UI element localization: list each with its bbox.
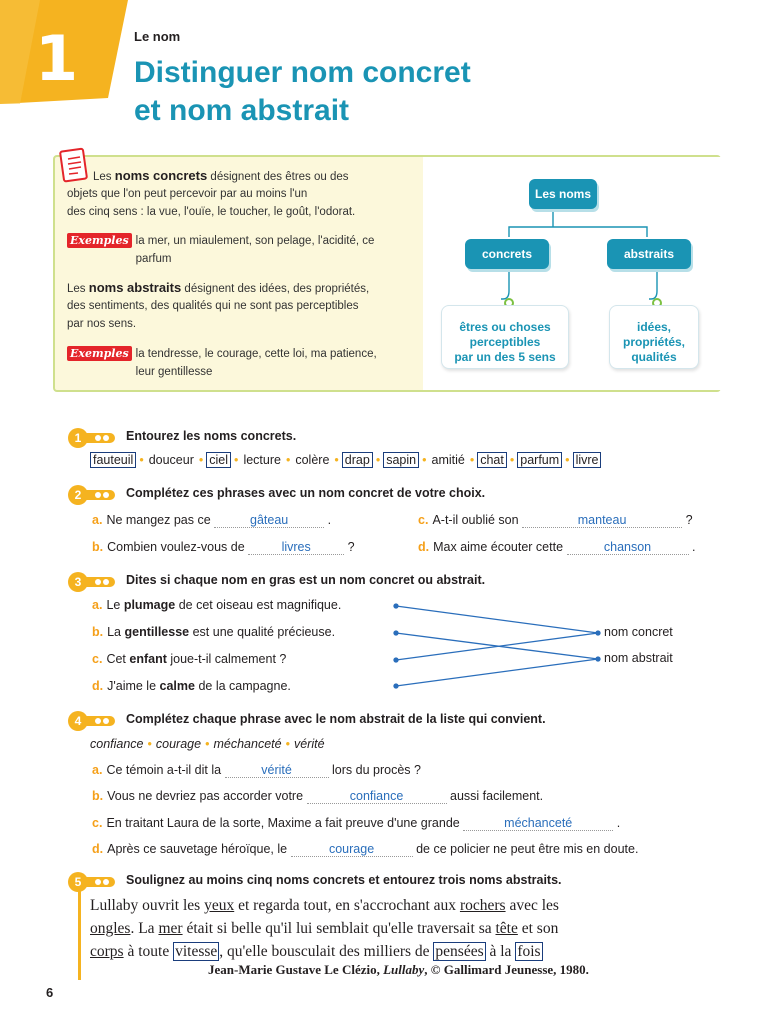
item-post: est une qualité précieuse. [189, 625, 336, 639]
exercise-3-item-b [92, 625, 335, 639]
exercise-1-instruction: Entourez les noms concrets. [126, 429, 297, 443]
item-label: c. [92, 816, 103, 830]
circled-word[interactable]: parfum [517, 452, 562, 468]
item-text: En traitant Laura de la sorte, Maxime a fait preuve d'une grande [106, 816, 460, 830]
boxed-noun[interactable]: pensées [435, 943, 484, 960]
item-text: Combien voulez-vous de [107, 540, 245, 554]
passage-text: et regarda tout, en s'accrochant aux [234, 897, 460, 914]
exercise-badge [68, 872, 116, 892]
page-number: 6 [46, 985, 54, 1000]
item-end: . [692, 540, 696, 554]
exercise-3-item-c [92, 652, 286, 666]
circled-word[interactable]: ciel [206, 452, 231, 468]
target-nom-concret[interactable]: nom concret [604, 625, 673, 639]
exercise-4-instruction: Complétez chaque phrase avec le nom abstrait de la liste qui convient. [126, 712, 546, 726]
underlined-noun[interactable]: tête [495, 920, 518, 937]
exercise-3-item-d [92, 679, 291, 693]
item-label: a. [92, 513, 103, 527]
abstract-def-line-1: idées, [636, 320, 672, 334]
item-label: b. [92, 625, 104, 639]
citation-work: Lullaby [383, 962, 425, 977]
word-separator: • [285, 453, 291, 467]
item-end: . [616, 816, 621, 830]
passage-text: , qu'elle bousculait des milliers de [219, 943, 434, 960]
answer-blank[interactable]: courage [291, 842, 413, 857]
abstract-examples-text: la tendresse, le courage, cette loi, ma patience, leur gentillesse [135, 348, 377, 378]
concrete-def-2: objets que l'on peut percevoir par au moins l'un [67, 188, 308, 200]
circled-word[interactable]: fauteuil [90, 452, 136, 468]
word-separator: • [198, 453, 204, 467]
word-bank-item: courage [155, 737, 202, 751]
item-end: lors du procès ? [332, 763, 421, 777]
circled-word[interactable]: drap [342, 452, 373, 468]
exercise-number: 2 [68, 485, 88, 505]
passage-text: à la [485, 943, 516, 960]
word-separator: • [469, 453, 475, 467]
answer-blank[interactable]: chanson [567, 540, 689, 555]
item-post: de cet oiseau est magnifique. [175, 598, 342, 612]
passage-line-1 [90, 894, 660, 917]
abstract-def-3: par nos sens. [67, 318, 137, 330]
word-bank-item: confiance [90, 737, 144, 751]
circled-word[interactable]: livre [573, 452, 602, 468]
item-end: aussi facilement. [450, 789, 544, 803]
word[interactable]: amitié [431, 453, 465, 467]
page-title-line-2: et nom abstrait [134, 94, 350, 127]
concrete-def-line-3: par un des 5 sens [454, 350, 556, 364]
passage-line-2 [90, 917, 660, 940]
answer-blank[interactable]: livres [248, 540, 344, 555]
citation-rest: , © Gallimard Jeunesse, 1980. [424, 962, 589, 977]
exercise-5-margin-bar [78, 890, 81, 980]
exercise-4-item-a [92, 763, 421, 778]
item-post: joue-t-il calmement ? [166, 652, 287, 666]
target-nom-abstrait[interactable]: nom abstrait [604, 651, 673, 665]
passage-text: et son [517, 920, 559, 937]
word-separator: • [375, 453, 381, 467]
abstract-def-line-3: qualités [631, 350, 677, 364]
concrete-def-line-1: êtres ou choses [459, 320, 551, 334]
item-text: Après ce sauvetage héroïque, le [107, 842, 288, 856]
citation-author: Jean-Marie Gustave Le Clézio, [208, 962, 384, 977]
item-pre: Cet [106, 652, 130, 666]
concrete-term: noms concrets [114, 168, 208, 183]
examples-tag: Exemples [67, 233, 132, 248]
exercise-4-item-b [92, 789, 543, 804]
item-label: c. [92, 652, 103, 666]
item-text: Max aime écouter cette [433, 540, 564, 554]
word-separator: • [422, 453, 427, 467]
word[interactable]: douceur [148, 453, 194, 467]
exercise-badge [68, 711, 116, 731]
passage-text: à toute [123, 943, 174, 960]
word-bank-item: vérité [293, 737, 325, 751]
exercise-3-item-a [92, 598, 341, 612]
word-separator: • [565, 453, 570, 467]
item-noun: enfant [129, 652, 167, 666]
item-pre: La [107, 625, 125, 639]
exercise-5-instruction: Soulignez au moins cinq noms concrets et entourez trois noms abstraits. [126, 873, 562, 887]
word-separator: • [139, 453, 144, 467]
abstract-prefix: Les [67, 283, 89, 295]
concrete-def-line-2: perceptibles [469, 335, 541, 349]
item-label: d. [92, 842, 104, 856]
item-end: ? [347, 540, 355, 554]
citation [208, 962, 589, 978]
underlined-noun[interactable]: corps [90, 943, 124, 960]
item-text: Ne mangez pas ce [106, 513, 211, 527]
abstract-term: noms abstraits [88, 280, 182, 295]
underlined-noun[interactable]: rochers [459, 897, 506, 914]
chapter-number: 1 [35, 22, 79, 95]
passage-line-3 [90, 940, 660, 963]
abstract-def-line-2: propriétés, [622, 335, 685, 349]
answer-blank[interactable]: méchanceté [463, 816, 613, 831]
item-pre: J'aime le [107, 679, 160, 693]
item-label: a. [92, 763, 103, 777]
item-noun: plumage [123, 598, 176, 612]
item-label: d. [92, 679, 104, 693]
answer-blank[interactable]: gâteau [214, 513, 324, 528]
exercise-number: 1 [68, 428, 88, 448]
item-label: b. [92, 789, 104, 803]
item-end: . [327, 513, 332, 527]
boxed-noun[interactable]: fois [517, 943, 541, 960]
underlined-noun[interactable]: ongles [90, 920, 131, 937]
abstract-def-1: désignent des idées, des propriétés, [181, 283, 370, 295]
item-label: d. [418, 540, 430, 554]
item-end: ? [685, 513, 693, 527]
diagram-root: Les noms [529, 179, 597, 209]
boxed-noun[interactable]: vitesse [175, 943, 218, 960]
passage-text: était si belle qu'il lui semblait qu'elle traversait sa [182, 920, 496, 937]
item-text: Ce témoin a-t-il dit la [106, 763, 222, 777]
item-post: de la campagne. [194, 679, 291, 693]
item-noun: gentillesse [124, 625, 190, 639]
exercise-4-item-c [92, 816, 620, 831]
passage-text: avec les [505, 897, 559, 914]
passage-text: . La [130, 920, 159, 937]
word-separator: • [334, 453, 339, 467]
word-separator: • [234, 453, 239, 467]
word-bank-item: méchanceté [213, 737, 282, 751]
word-separator: • [509, 453, 515, 467]
exercise-3-instruction: Dites si chaque nom en gras est un nom concret ou abstrait. [126, 573, 486, 587]
diagram-abstraits: abstraits [607, 239, 691, 269]
exercise-4-item-d [92, 842, 638, 857]
item-label: c. [418, 513, 429, 527]
item-noun: calme [159, 679, 195, 693]
word[interactable]: lecture [243, 453, 281, 467]
item-text: Vous ne devriez pas accorder votre [107, 789, 304, 803]
exercise-4-word-bank: confiance • courage • méchanceté • vérité [90, 737, 325, 751]
examples-tag: Exemples [67, 346, 132, 361]
concrete-def-3: des cinq sens : la vue, l'ouïe, le toucher, le goût, l'odorat. [67, 206, 356, 218]
exercise-number: 3 [68, 572, 88, 592]
page-title-line-1: Distinguer nom concret [134, 56, 471, 89]
item-text: A-t-il oublié son [432, 513, 519, 527]
answer-blank[interactable]: vérité [225, 763, 329, 778]
item-end: de ce policier ne peut être mis en doute. [416, 842, 639, 856]
item-pre: Le [106, 598, 124, 612]
abstract-def-2: des sentiments, des qualités qui ne sont pas perceptibles [67, 300, 359, 312]
item-label: b. [92, 540, 104, 554]
circled-word[interactable]: sapin [383, 452, 419, 468]
item-label: a. [92, 598, 103, 612]
passage-text: Lullaby ouvrit les [90, 897, 205, 914]
concrete-examples-text: la mer, un miaulement, son pelage, l'acidité, ce parfum [135, 235, 375, 265]
concrete-prefix: Les [93, 171, 115, 183]
answer-blank[interactable]: manteau [522, 513, 682, 528]
diagram-concrets: concrets [465, 239, 549, 269]
exercise-5-passage [90, 894, 660, 963]
exercise-number: 5 [68, 872, 88, 892]
underlined-noun[interactable]: yeux [204, 897, 235, 914]
underlined-noun[interactable]: mer [158, 920, 183, 937]
circled-word[interactable]: chat [477, 452, 507, 468]
exercise-number: 4 [68, 711, 88, 731]
exercise-2-instruction: Complétez ces phrases avec un nom concret de votre choix. [126, 486, 486, 500]
concrete-def-1: désignent des êtres ou des [207, 171, 349, 183]
word[interactable]: colère [295, 453, 330, 467]
answer-blank[interactable]: confiance [307, 789, 447, 804]
section-label: Le nom [134, 29, 181, 44]
